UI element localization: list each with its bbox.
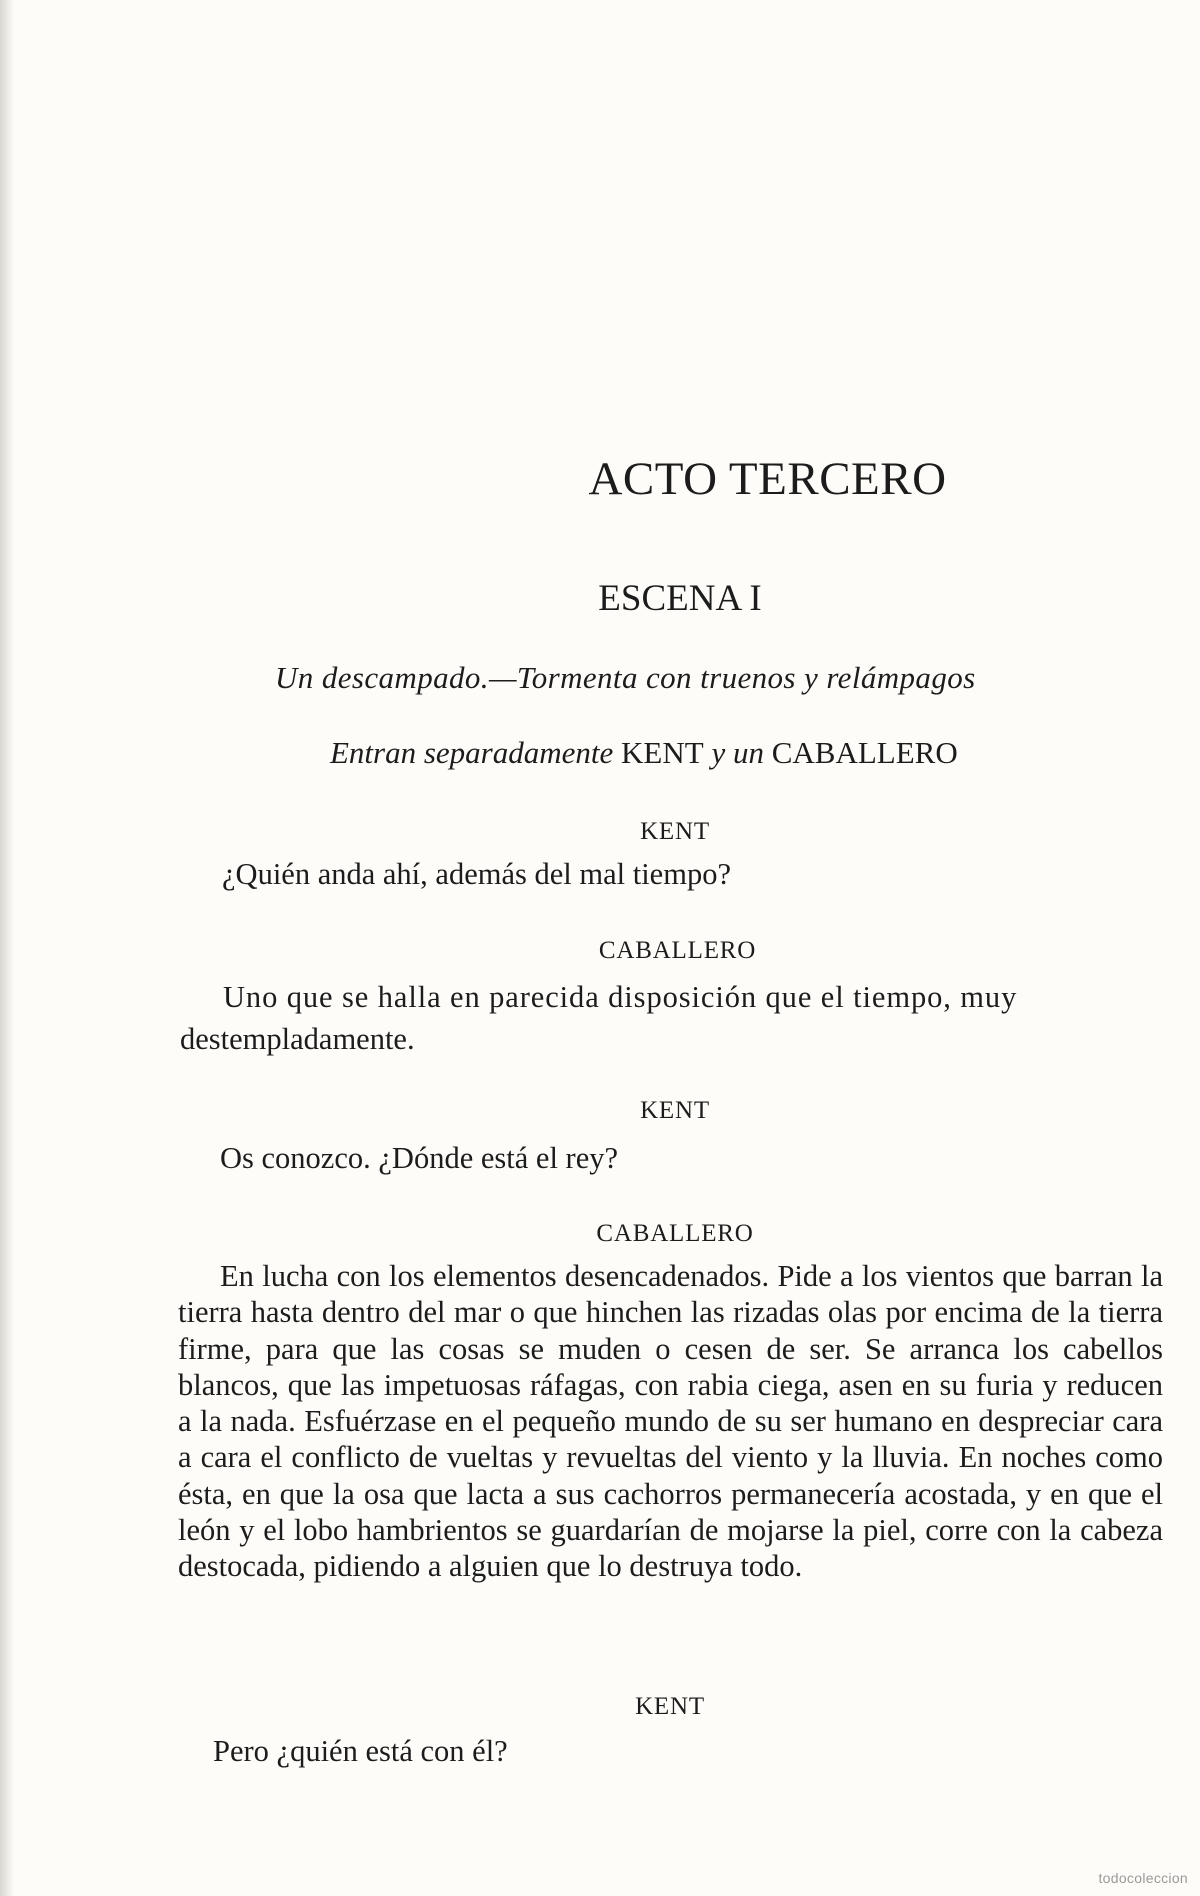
entrance-text: y un [711,735,764,770]
entrance-text: Entran separadamente [330,735,614,770]
speech-line: Pero ¿quién está con él? [213,1734,508,1768]
speech-paragraph: En lucha con los elementos desencadenados. Pide a los vientos que barran la tierra hasta dentro del mar o que hinchen las rizadas olas por encima de la tierra firme, para que las cosas se muden o cesen de ser. Se arranca los cabellos blancos, que las impetuosas ráfagas, con rabia ciega, asen en su furia y reducen a la nada. Esfuérzase en el pequeño mundo de su ser humano en despreciar cara a cara el conflicto de vueltas y revueltas del viento y la lluvia. En noches como ésta, en que la osa que lacta a sus cachorros permanecería acostada, y en que el león y el lobo hambrientos se guardarían de mojarse la piel, corre con la cabeza destocada, pidiendo a alguien que lo destruya todo. [178,1259,1163,1584]
speaker-name: KENT [635,1693,705,1720]
act-title: ACTO TERCERO [588,453,947,505]
character-name: CABALLERO [771,735,958,770]
speaker-name: KENT [640,818,710,845]
speech-line: Uno que se halla en parecida disposición que el tiempo, muy [223,980,1018,1014]
stage-direction-entrance [330,735,958,771]
speaker-name: CABALLERO [596,1220,754,1247]
stage-setting: Un descampado.—Tormenta con truenos y relámpagos [275,660,976,695]
speech-line: destempladamente. [180,1022,415,1056]
speech-line: ¿Quién anda ahí, además del mal tiempo? [222,857,731,891]
speech-line: Os conozco. ¿Dónde está el rey? [220,1141,619,1175]
scene-title: ESCENA I [598,578,762,619]
speaker-name: CABALLERO [598,937,757,964]
speaker-name: KENT [640,1097,710,1124]
character-name: KENT [621,735,704,770]
watermark: todocoleccion [1098,1870,1188,1886]
